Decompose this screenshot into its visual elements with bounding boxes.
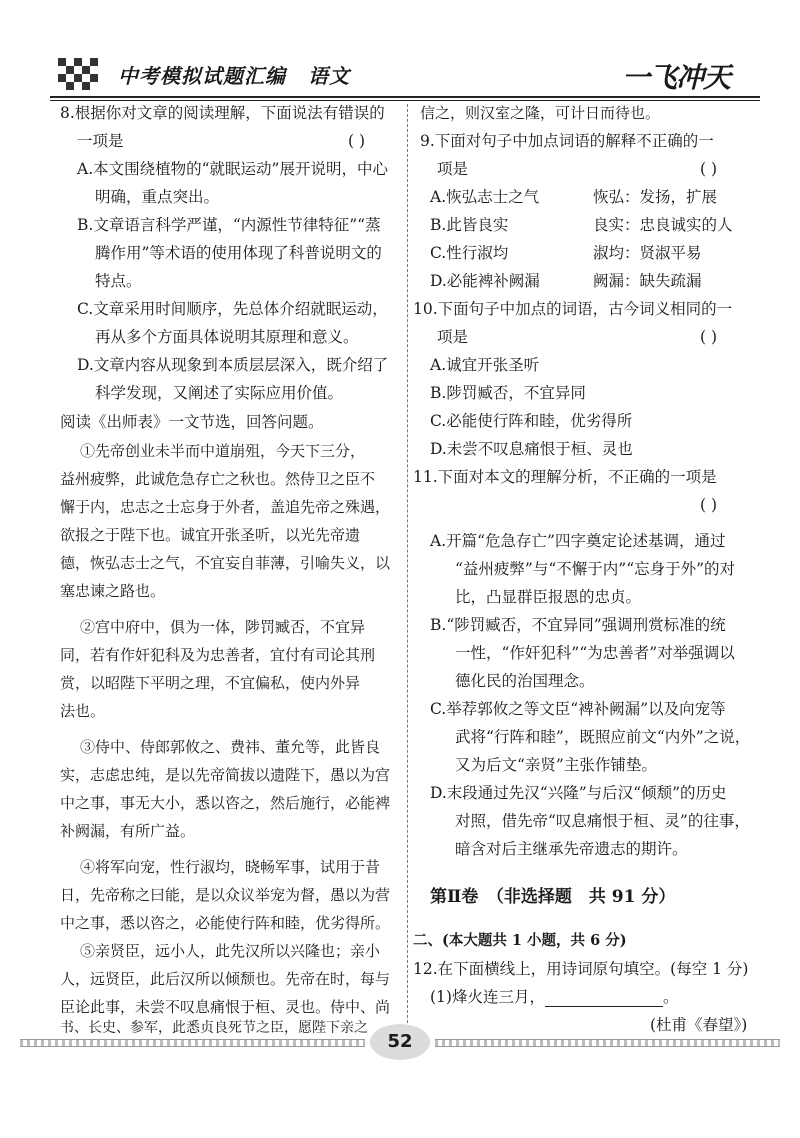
q8-answer-paren: ( ) [348,132,366,150]
passage-line: 懈于内，忠志之士忘身于外者，盖追先帝之殊遇， [60,498,391,516]
q9-answer-paren: ( ) [700,160,718,178]
passage-line: 中之事，事无大小，悉以咨之，然后施行，必能裨 [60,794,391,812]
passage-line: ②宫中府中，俱为一体，陟罚臧否，不宜异 [80,618,366,636]
series-title: 中考模拟试题汇编 [118,64,286,88]
part-two-title: 第Ⅱ卷 （非选择题 共 91 分） [430,887,676,907]
footer-rail-left [20,1039,365,1047]
q9-option-d: D.必能裨补阙漏 [430,272,540,290]
passage-line: 法也。 [60,702,106,720]
passage-line: 益州疲弊，此诚危急存亡之秋也。然侍卫之臣不 [60,470,376,488]
q11-stem: 11.下面对本文的理解分析，不正确的一项是 [413,468,717,486]
q10-option-a: A.诚宜开张圣听 [430,356,540,374]
q8-option-a-line2: 明确，重点突出。 [95,188,220,206]
brand-logo: 一飞冲天 [622,61,731,94]
q11-option-b-line1: B.“陟罚臧否，不宜异同”强调刑赏标准的统 [430,616,726,634]
q12-answer-blank[interactable] [545,992,663,1007]
passage-line: 补阙漏，有所广益。 [60,822,196,840]
q8-stem-line2: 一项是 [77,132,124,150]
q11-option-a-line1: A.开篇“危急存亡”四字奠定论述基调，通过 [430,532,726,550]
header-title [118,60,350,89]
q8-option-c-line1: C.文章采用时间顺序，先总体介绍就眠运动， [77,300,388,318]
q11-option-a-line3: 比，凸显群臣报恩的忠贞。 [455,588,642,606]
q9-option-a-gloss: 恢弘：发扬，扩展 [593,188,718,206]
passage-line: 塞忠谏之路也。 [60,582,166,600]
q10-option-b: B.陟罚臧否，不宜异同 [430,384,586,402]
passage-line: 实，志虑忠纯，是以先帝简拔以遗陛下，愚以为宫 [60,766,391,784]
passage-line: 同，若有作奸犯科及为忠善者，宜付有司论其刑 [60,646,376,664]
passage-line: 人，远贤臣，此后汉所以倾颓也。先帝在时，每与 [60,970,391,988]
q11-option-d-line2: 对照，借先帝“叹息痛恨于桓、灵”的往事， [455,812,750,830]
q11-answer-paren: ( ) [700,496,718,514]
q9-option-b-gloss: 良实：忠良诚实的人 [593,216,733,234]
q12-item1 [430,987,678,1007]
passage-line: ④将军向宠，性行淑均，晓畅军事，试用于昔 [80,858,381,876]
passage-line: 赏，以昭陛下平明之理，不宜偏私，使内外异 [60,674,361,692]
passage-line: 书、长史、参军，此悉贞良死节之臣，愿陛下亲之 [60,1020,368,1036]
q8-option-a-line1: A.本文围绕植物的“就眠运动”展开说明，中心 [77,160,388,178]
q12-item1-source: (杜甫《春望》) [650,1016,748,1034]
q8-stem-line1: 8.根据你对文章的阅读理解，下面说法有错误的 [60,104,385,122]
passage-line: 臣论此事，未尝不叹息痛恨于桓、灵也。侍中、尚 [60,998,391,1016]
q9-option-d-gloss: 阙漏：缺失疏漏 [593,272,702,290]
column-divider [407,104,408,1028]
q9-option-c: C.性行淑均 [430,244,509,262]
q8-option-c-line2: 再从多个方面具体说明其原理和意义。 [95,328,359,346]
q9-stem-line2: 项是 [437,160,469,178]
q11-option-c-line2: 武将“行阵和睦”，既照应前文“内外”之说， [455,728,751,746]
q11-option-c-line1: C.举荐郭攸之等文臣“裨补阙漏”以及向宠等 [430,700,726,718]
q11-option-b-line3: 德化民的治国理念。 [455,672,595,690]
q8-option-b-line2: 腾作用”等术语的使用体现了科普说明文的 [95,244,382,262]
q9-option-b: B.此皆良实 [430,216,509,234]
subject-label: 语文 [307,64,350,88]
q9-option-c-gloss: 淑均：贤淑平易 [593,244,702,262]
section-two-heading: 二、(本大题共 1 小题，共 6 分) [413,932,627,949]
passage-line: 日，先帝称之曰能，是以众议举宠为督，愚以为营 [60,886,391,904]
q12-stem: 12.在下面横线上，用诗词原句填空。(每空 1 分) [413,960,749,978]
q10-stem-line1: 10.下面句子中加点的词语，古今词义相同的一 [413,300,733,318]
header-rule-thin [50,100,760,101]
header-checker-decoration [58,58,102,92]
q11-option-c-line3: 又为后文“亲贤”主张作铺垫。 [455,756,657,774]
passage-line: 中之事，悉以咨之，必能使行阵和睦，优劣得所。 [60,914,391,932]
q10-option-c: C.必能使行阵和睦，优劣得所 [430,412,633,430]
header-rule [50,96,760,98]
passage-line: 德，恢弘志士之气，不宜妄自菲薄，引喻失义，以 [60,554,391,572]
passage-end-line: 信之，则汉室之隆，可计日而待也。 [420,104,661,122]
q12-item1-prefix: (1)烽火连三月， [430,988,545,1006]
passage-line: ⑤亲贤臣，远小人，此先汉所以兴隆也；亲小 [80,942,381,960]
q10-stem-line2: 项是 [437,328,469,346]
q11-option-d-line1: D.末段通过先汉“兴隆”与后汉“倾颓”的历史 [430,784,727,802]
passage-line: ①先帝创业未半而中道崩殂，今天下三分， [80,442,366,460]
passage-line: 欲报之于陛下也。诚宜开张圣听，以光先帝遗 [60,526,361,544]
q8-option-b-line3: 特点。 [95,272,142,290]
q8-option-d-line1: D.文章内容从现象到本质层层深入，既介绍了 [77,356,389,374]
q11-option-b-line2: 一性，“作奸犯科”“为忠善者”对举强调以 [455,644,735,662]
q9-stem-line1: 9.下面对句子中加点词语的解释不正确的一 [420,132,714,150]
q11-option-a-line2: “益州疲弊”与“不懈于内”“忘身于外”的对 [455,560,736,578]
q11-option-d-line3: 暗含对后主继承先帝遗志的期许。 [455,840,688,858]
passage-line: ③侍中、侍郎郭攸之、费祎、董允等，此皆良 [80,738,381,756]
q10-option-d: D.未尝不叹息痛恨于桓、灵也 [430,440,633,458]
page-number: 52 [370,1024,430,1060]
q8-option-b-line1: B.文章语言科学严谨，“内源性节律特征”“蒸 [77,216,381,234]
q9-option-a: A.恢弘志士之气 [430,188,540,206]
q12-item1-suffix: 。 [662,988,679,1006]
reading-intro: 阅读《出师表》一文节选，回答问题。 [60,413,324,431]
q8-option-d-line2: 科学发现，又阐述了实际应用价值。 [95,384,344,402]
q10-answer-paren: ( ) [700,328,718,346]
footer-rail-right [435,1039,780,1047]
